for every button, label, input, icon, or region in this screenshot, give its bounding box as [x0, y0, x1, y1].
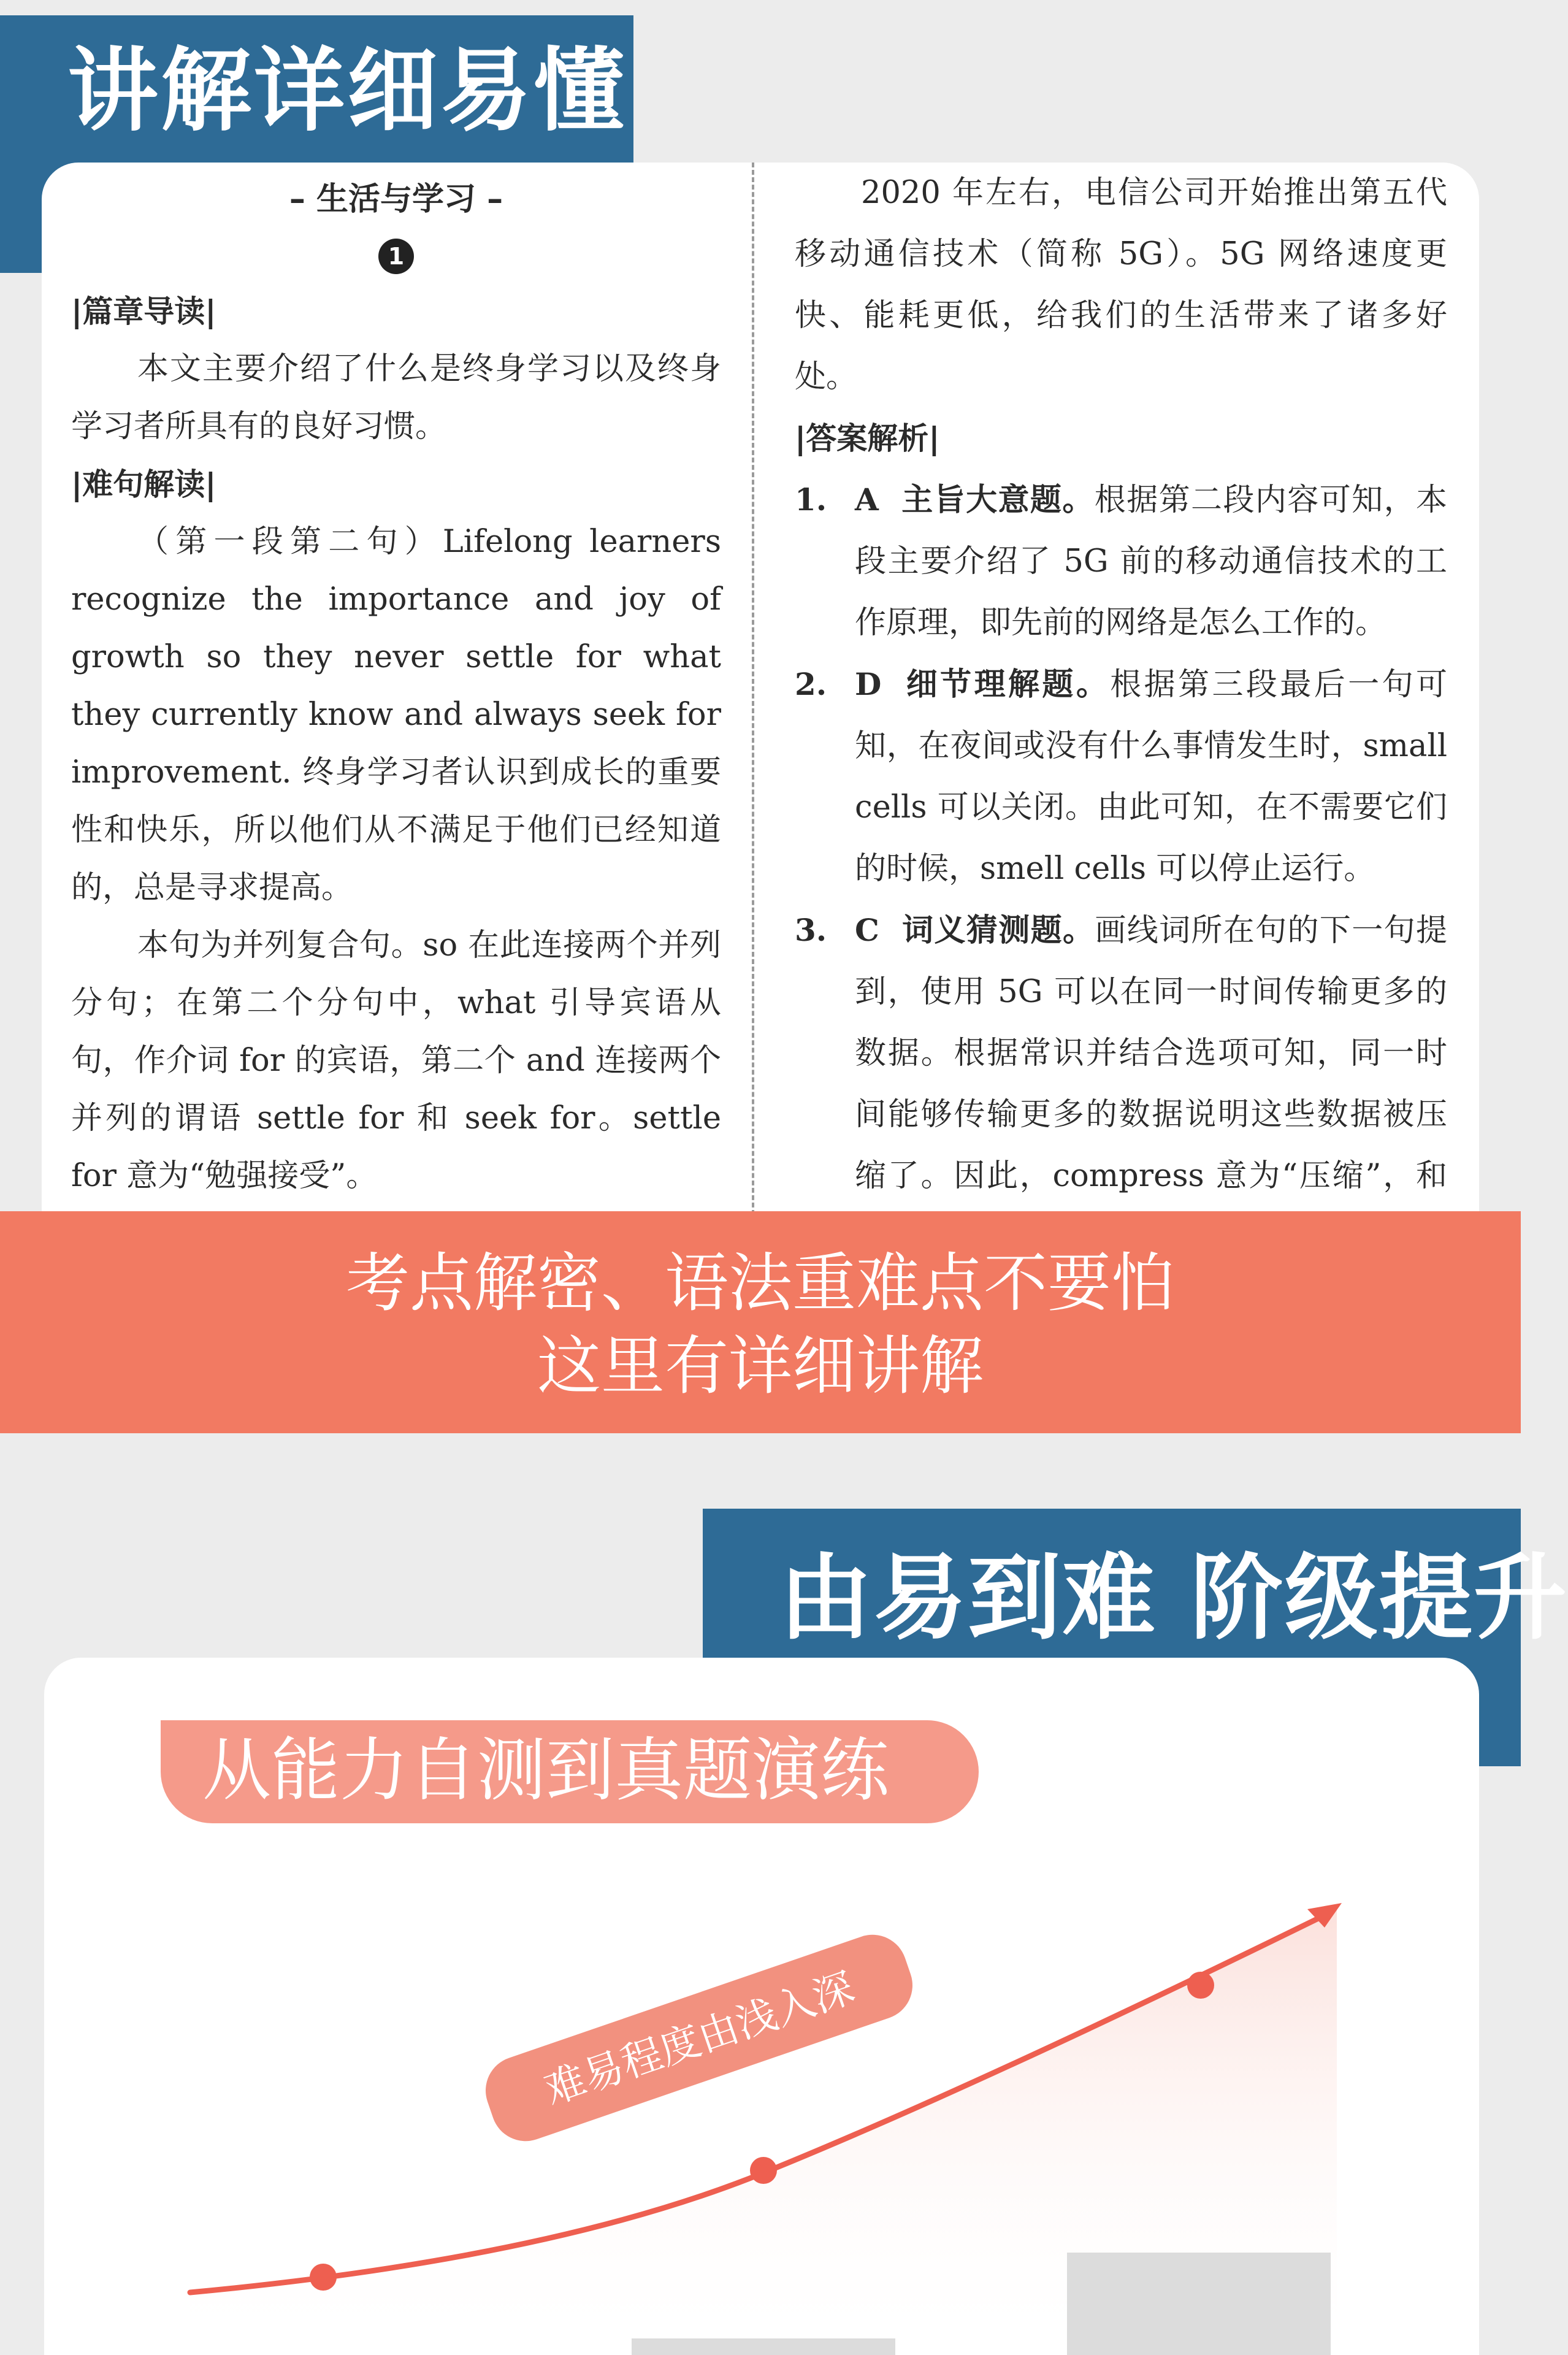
- left-column: [71, 163, 721, 1205]
- answer-number: 3.: [795, 912, 827, 948]
- subtitle-pill-text: 从能力自测到真题演练: [202, 1731, 889, 1810]
- answer-tag: 词义猜测题。: [901, 913, 1095, 949]
- answer-tag: 细节理解题。: [903, 667, 1111, 703]
- answer-item-2: [795, 654, 1447, 900]
- answer-letter: A: [855, 481, 879, 518]
- answer-number: 2.: [795, 666, 827, 702]
- difficulty-curve-illustration: [0, 1658, 1521, 2355]
- intro-heading: |篇章导读|: [71, 294, 216, 329]
- curve-point: [310, 2264, 337, 2291]
- banner-1-title: 讲解详细易懂: [67, 38, 627, 144]
- grey-block-left: [632, 2338, 895, 2355]
- answer-letter: C: [855, 912, 879, 948]
- right-column: [795, 163, 1447, 1268]
- answer-text: 根据第二段内容可知，本段主要介绍了 5G 前的移动通信技术的工作原理，即先前的网络是怎么工作的。: [855, 482, 1447, 641]
- page-preview-card: [42, 163, 1479, 1230]
- paragraph-text: 2020 年左右，电信公司开始推出第五代移动通信技术（简称 5G）。5G 网络速度更快、能耗更低，给我们的生活带来了诸多好处。: [795, 175, 1447, 395]
- band-line-2: 这里有详细讲解: [537, 1328, 984, 1403]
- answer-tag: 主旨大意题。: [900, 482, 1095, 518]
- sentence-text: （第一段第二句）Lifelong learners recognize the importance and joy of growth so they never settle for what they currently know and always seek for improvement. 终身学习者认识到成长的重要性和快乐，所以他们从不满足于他们已经知道的，总是寻求提高。: [71, 524, 721, 906]
- banner-2-title: 由易到难 阶级提升: [779, 1544, 1568, 1652]
- curve-point: [1187, 1972, 1214, 1999]
- curve-label-text: 难易程度由浅入深: [538, 1964, 860, 2114]
- highlight-band: [0, 1211, 1521, 1433]
- band-line-1: 考点解密、语法重难点不要怕: [345, 1246, 1175, 1320]
- curve-label-group: [476, 1926, 922, 2151]
- topic-title: – 生活与学习 –: [289, 181, 503, 218]
- answer-number: 1.: [795, 481, 827, 518]
- curve-point: [750, 2157, 777, 2184]
- column-divider: [752, 163, 754, 1230]
- answer-item-1: [795, 469, 1447, 654]
- grammar-text: 本句为并列复合句。so 在此连接两个并列分句；在第二个分句中，what 引导宾语从句，作介词 for 的宾语，第二个 and 连接两个并列的谓语 settle for 和 seek for。settle for 意为“勉强接受”。: [71, 927, 721, 1194]
- sentence-heading: |难句解读|: [71, 467, 216, 502]
- intro-text: 本文主要介绍了什么是终身学习以及终身学习者所具有的良好习惯。: [71, 351, 721, 445]
- grey-block-right: [1067, 2253, 1331, 2355]
- answer-letter: D: [855, 666, 882, 702]
- number-badge: 1: [378, 239, 414, 274]
- answer-heading: |答案解析|: [795, 421, 940, 456]
- answer-text: 根据第三段最后一句可知，在夜间或没有什么事情发生时，small cells 可以关闭。由此可知，在不需要它们的时候，smell cells 可以停止运行。: [855, 667, 1447, 887]
- answer-text: 画线词所在句的下一句提到，使用 5G 可以在同一时间传输更多的数据。根据常识并结合选项可知，同一时间能够传输更多的数据说明这些数据被压缩了。因此，compress 意为“压缩”，和: [855, 913, 1447, 1194]
